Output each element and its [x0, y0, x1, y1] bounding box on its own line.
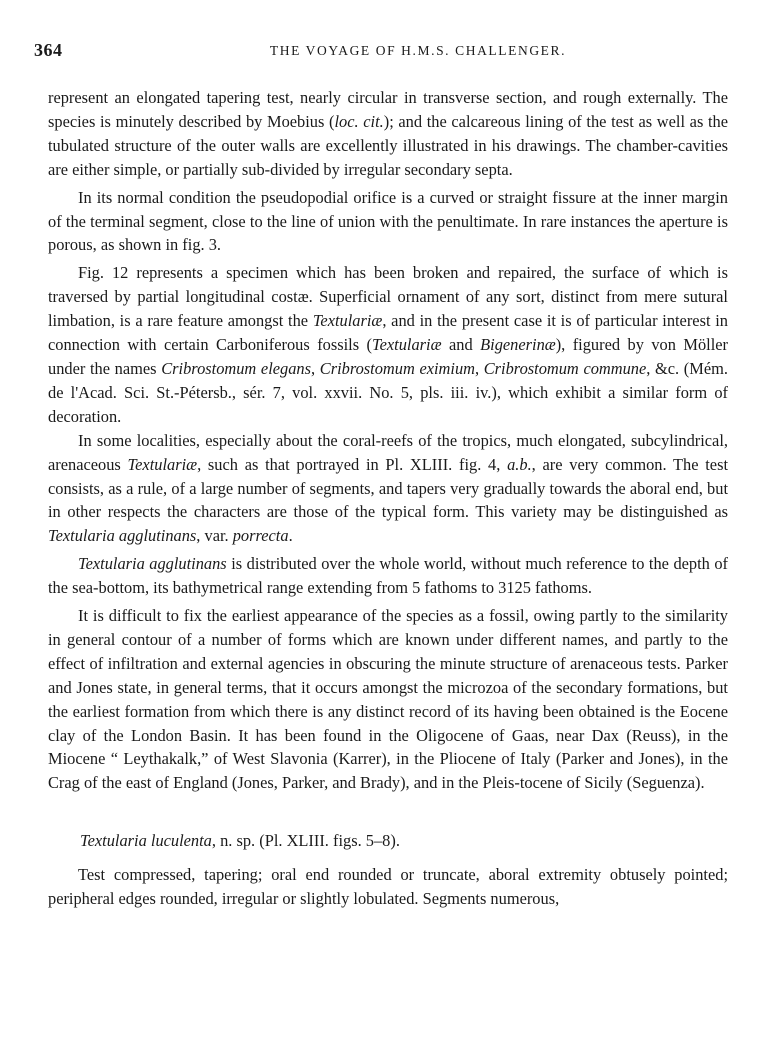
journal-title: THE VOYAGE OF H.M.S. CHALLENGER. — [269, 43, 567, 58]
paragraph-4: In some localities, especially about the coral-reefs of the tropics, much elongated, subcylindrical, arenaceous Textulariæ, such as that portrayed in Pl. XLIII. fig. 4, a.b., are very common. The test consists, as a rule, of a large number of segments, and tapers very gradually towards the aboral end, but in other respects the characters are those of the typical form. This variety may be distinguished as Textularia agglutinans, var. porrecta. — [48, 430, 728, 546]
page — [34, 40, 729, 911]
page-number: 364 — [34, 40, 63, 60]
paragraph-2: In its normal condition the pseudopodial orifice is a curved or straight fissure at the inner margin of the terminal segment, close to the line of union with the penultimate. In rare instances the aperture is porous, as shown in fig. 3. — [48, 187, 728, 255]
species-heading: Textularia luculenta, n. sp. (Pl. XLIII. figs. 5–8). — [80, 831, 400, 851]
paragraph-3: Fig. 12 represents a specimen which has been broken and repaired, the surface of which is traversed by partial longitudinal costæ. Superficial ornament of any sort, distinct from mere sutural limbation, is a rare feature amongst the Textulariæ, and in the present case it is of particular interest in connection with certain Carboniferous fossils (Textulariæ and Bigenerinæ), figured by von Möller under the names Cribrostomum elegans, Cribrostomum eximium, Cribrostomum commune, &c. (Mém. de l'Acad. Sci. St.-Pétersb., sér. 7, vol. xxvii. No. 5, pls. iii. iv.), which exhibit a similar form of decoration. — [48, 263, 728, 426]
running-head — [34, 40, 728, 66]
paragraph-7: Test compressed, tapering; oral end rounded or truncate, aboral extremity obtusely pointed; peripheral edges rounded, irregular or slightly lobulated. Segments numerous, — [48, 865, 728, 909]
paragraph-6: It is difficult to fix the earliest appearance of the species as a fossil, owing partly to the similarity in general contour of a number of forms which are known under different names, and partly to the effect of infiltration and external agencies in obscuring the minute structure of arenaceous tests. Parker and Jones state, in general terms, that it occurs amongst the microzoa of the secondary formations, but the earliest formation from which there is any distinct record of its having been obtained is the Eocene clay of the London Basin. It has been found in the Oligocene of Gaas, near Dax (Reuss), in the Miocene “ Leythakalk,” of West Slavonia (Karrer), in the Pliocene of Italy (Parker and Jones), in the Crag of the east of England (Jones, Parker, and Brady), and in the Pleis-tocene of Sicily (Seguenza). — [48, 606, 728, 793]
paragraph-1: represent an elongated tapering test, nearly circular in transverse section, and rough externally. The species is minutely described by Moebius (loc. cit.); and the calcareous lining of the test as well as the tubulated structure of the outer walls are excellently illustrated in his drawings. The chamber-cavities are either simple, or partially sub-divided by irregular secondary septa. — [48, 88, 729, 179]
paragraph-5: Textularia agglutinans is distributed over the whole world, without much reference to the depth of the sea-bottom, its bathymetrical range extending from 5 fathoms to 3125 fathoms. — [48, 554, 729, 598]
